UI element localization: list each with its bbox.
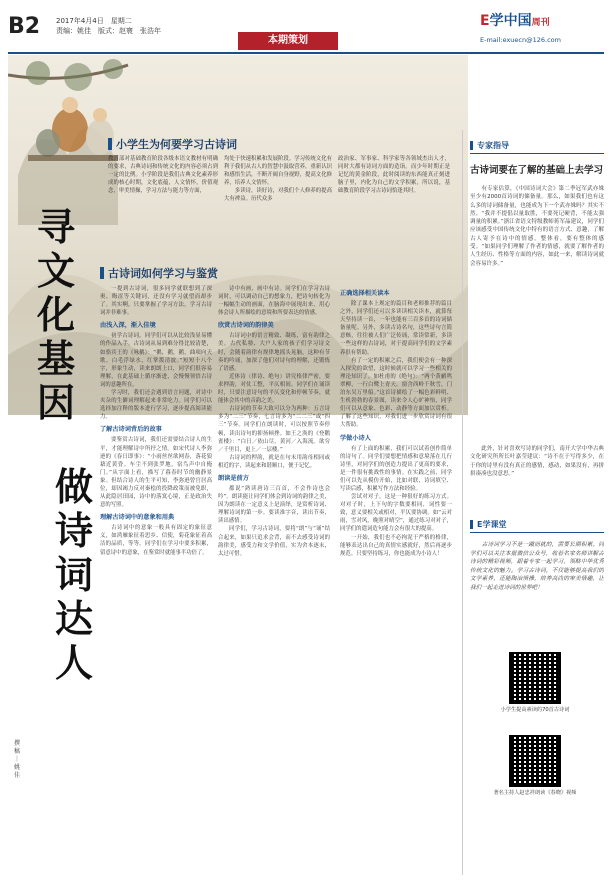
section1-heading [108,133,237,152]
section1-title: 小学生为何要学习古诗词 [116,138,237,151]
expert-body: 有专家估算，《中国诗词大会》第二季冠军武亦姝至少有2000首诗词的储备量。那么，如果我们也有这么多的诗词储备量，也能成为下一个武亦姝吗？其实不然。“我并不提倡以量取胜，不要死记硬背，不能太强调量的积累。”浙江省语文特级教师蒋军晶建议，同学们应该感受中国传统文化中特有的语言方式、意趣，了解古人寄予在诗中的情感。整体看，要有整体的感受。“如果同学们理解了作者的情感，就要了解作者的人生经历、性格等方面的内容，如此一来，解读诗词就会容易许多。” [470,186,604,267]
section-band: 本期策划 [238,32,338,50]
email-address: E-mail:exuecn@126.com [480,36,561,44]
paragraph: 有了上面的积累，我们可以试着创作简单的诗句了。同学们要想把情感和意境落在几行诗里，对同学们的创造力提出了更高的要求，是一件很有挑战性的事情。在实践之前，同学们可以先从模仿开始，比如对联、诗词填空、写读后感，积累写作方法和经验。 [340,445,452,492]
expert-sidebar [470,140,604,671]
subheading: 了解古诗词背后的故事 [100,426,162,434]
class-tag-label: E学课堂 [477,520,507,529]
paragraph: 尝试对对子，这是一种很好的练习方式。对对子时，上下句的字数要相同，词性要一致，意义要相关或相对，平仄要协调。如“云对雨，雪对风，晚照对晴空”，通过练习对对子，同学们的遣词造句能力会有很大的提高。 [340,494,452,533]
author-byline: 撰稿｜姚佳 [14,740,21,779]
paragraph: 除了课本上规定的篇目和老师推荐的篇目之外，同学们还可以多读读相关读本，就算每天坚持读一首，一年也能有三百多首的诗词储备量呢。另外，多读古诗名句，这些诗句言简意赅，往往被人们广泛传诵，常读常新，多读一些这样的古诗词，对于提高同学们的文学素养很有帮助。 [340,301,452,356]
section2-column-a [100,285,212,875]
paragraph: 一提到古诗词，很多同学就联想到了深奥、晦涩等关键词，还没有学习就望而却步了。其实啊，只要掌握了学习方法，学习古诗词并非难事。 [100,286,212,317]
qr-block-1 [490,652,580,714]
logo-suffix: 周刊 [531,18,550,28]
section1-col1: 教育部对基础教育阶段各级本语文教材有明确的要求，古典诗词和传统文化的内容必须占到一定的比例。小学阶段是我们古典文化素养形成的核心时期，文化底蕴，人文情怀，价值观念，审美情操，学习方法与能力等方面， [108,156,218,195]
feature-title-2: 做诗词达人 [54,464,93,685]
qr2-caption: 著名主持人赵忠祥朗读《春晓》视频 [493,790,577,796]
logo-text: 学中国 [489,13,532,29]
paragraph: 一开始，我们也不必拘泥于严格的格律，能够表达出自己的真情实感就好，然后再逐步规范。只要坚持练习，你也能成为小诗人！ [340,534,452,557]
class-body: 古诗词学习不是一蹴而就的，需要长期积累。同学们可以关注本报微信公众号，收看名家名师讲解古诗词的精彩视频，跟着专家一起学习，领略中华优秀传统文化的魅力。学习古诗词，不仅能够提高我们的文学素养，还能陶冶情操，培养高尚的审美情趣，让我们一起走进诗词的世界吧！ [470,542,604,591]
paragraph: 学习时，我们还会遇到语言问题，对诗中夹杂的生僻词理解起来非常吃力。同学们可以选择加注释的版本进行学习，逐步提高阅读能力。 [100,390,212,421]
feature-title-1: 寻文化基因 [36,204,75,425]
subheading: 理解古诗词中的意象和用典 [100,514,175,522]
scholars-figures [28,97,118,161]
logo-e: E [480,13,490,29]
pine-branch [8,59,128,91]
date-line: 2017年4月4日 星期二 [56,17,132,25]
qr-code-icon[interactable] [509,652,561,704]
paragraph: 古诗词的节奏大致可以分为两种：五言诗多为“二三”节奏，七言诗多为“二二三”或“四三”节奏。同学们在朗读时，可以按照节奏停顿，读出诗句的抑扬顿挫。如王之涣的《登鹳雀楼》：“白日／依山尽，黄河／入海流。欲穷／千里目，更上／一层楼。” [218,406,330,453]
subheading: 朗读是前方 [218,474,249,482]
paragraph: 诗中有画，画中有诗。同学们在学习古诗词时，可以调动自己的想象力，把诗句转化为一幅幅生动的画面，在脑海中展现出来，用心体会诗人所描绘的意境和所要表达的情感。 [218,286,330,317]
expert-title: 古诗词要在了解的基础上去学习 [470,165,604,176]
subheading: 学做小诗人 [340,434,371,442]
section2-column-c [340,285,452,875]
header-rule [8,52,604,54]
paragraph: 有了一定的积累之后，我们便会有一种深入探究的欲望，这时候就可以学习一些相关的理论知识了。如杜甫的《绝句》：“两个黄鹂鸣翠柳，一行白鹭上青天。窗含西岭千秋雪，门泊东吴万里船。”这首诗描绘了一幅色彩鲜明、生机勃勃的春景图，读来令人心旷神怡，同学们可以从意象、色彩、动静等方面加以赏析。了解了这些知识，对我们进一步欣赏诗词有很大帮助。 [340,357,452,429]
qr-block-2 [486,735,584,797]
subheading: 由浅入深，渐入佳境 [100,322,156,330]
qr-code-icon[interactable] [509,735,561,787]
paragraph: 古诗词中的意象一般具有固定的象征意义，如鸿雁象征着思乡、信使，菊花象征着高洁的品质，等等。同学们在学习中要多积累，留意诗中的意象，在鉴赏时就能事半功倍了。 [100,525,212,556]
paragraph: 同学们，学习古诗词，要将“朗”与“诵”结合起来，如果只追求会背，而不去感受诗词的韵律美，感受力和文学价值，实为舍本逐末，太过可惜。 [218,526,330,557]
qr1-caption: 小学生提高素读的70首古诗词 [500,707,570,713]
section1-col2: 均处于快速积累和发展阶段。学习传统文化有利于我们从古人的智慧中汲取营养，重新认识和感悟生活，不断开阔自身视野，提高文化修养，培养人文情怀。 多读诗，读好诗，对我们个人修养的提高大有裨益。历代众多 [224,156,332,203]
section2-heading [100,262,218,281]
page-number: B2 [8,14,41,39]
editor-line: 责编：姚佳 版式：赵寰 张浩年 [56,27,161,35]
section1-col3: 政治家、军事家、科学家等各领域杰出人才，同时大都有诗词方面的造诣。而少年时期正是记忆的黄金阶段，此时阅读的东西能真正刻进脑子里，内化为自己的文学积累，所以说，基础教育阶段学习古诗词恰逢其时。 [338,156,450,195]
section2-column-b [218,285,330,875]
paragraph: 初学古诗词，同学们可以从比较浅显易懂的作品入手。古诗词从易到难分得比较清楚，如骆宾王的《咏鹅》：“鹅，鹅，鹅，曲项向天歌。白毛浮绿水，红掌拨清波。”短短十八个字，形象生动，读来朗朗上口，同学们很容易理解，在此基础上循序渐进，会慢慢领悟古诗词的意趣所在。 [100,333,212,388]
paragraph: 古诗词中的语言精致、凝练，富有韵律之美。古代私塾、大户人家的孩子们学习诗文时，会随着韵律有规律地摇头晃脑，这种有节奏的吟诵，加深了他们对诗句的理解，还锻炼了语感。 [218,333,330,372]
masthead-logo [480,10,604,48]
tag-bar [470,141,473,150]
expert-body-2: 此外，针对喜欢写诗的同学们，南开大学中华古典文化研究所所长叶嘉莹建议：“诗不在于写得多少，在于你的诗里有没有真正的感情，感动，如果没有，再拼拼凑凑也没意思。” [470,446,604,477]
heading-bar [100,267,104,279]
section2-title: 古诗词如何学习与鉴赏 [108,267,218,280]
heading-bar [108,138,112,150]
expert-tag-label: 专家指导 [477,141,509,150]
subheading: 欣赏古诗词的韵律美 [218,322,274,330]
tag-bar [470,520,473,529]
subheading: 正确选择相关读本 [340,290,390,297]
class-tag [470,519,604,533]
paragraph: 近体诗（律诗、绝句）讲究格律严密，要求押韵，对仗工整，平仄相间。同学们在诵读时，只要注意诗句的平仄变化和停顿节奏，就能体会其中的音韵之美。 [218,373,330,405]
paragraph: 古诗词的押韵，就是在句末用韵母相同或相近的字，读起来和谐顺口，便于记忆。 [218,454,330,469]
issue-info [56,16,161,36]
paragraph: 要鉴赏古诗词，我们还需要结合诗人的生平，才能理解诗中所抒之情。如宋代诗人李弥逊的《春日即事》：“小雨丝丝欲网春，落花狼藉近黄昏。车尘不到张罗地，宿鸟声中自掩门。”从字面上看，描写了暮春时节的幽静景象。但结合诗人的生平可知，李弥逊曾官居高位，却因竭力反对秦桧的投降政策而被免职，从此隐居田园，诗中的落寞心境，正是政治失意的写照。 [100,437,212,509]
column-divider [462,130,463,875]
expert-tag [470,140,604,154]
paragraph: 都说“熟读唐诗三百首，不会作诗也会吟”。朗读能让同学们体会到诗词的韵律之美，因为朗读在一定意义上是演绎，是赏析诗词、理解诗词的第一步。要读准字音，读出节奏，读出感情。 [218,485,330,525]
